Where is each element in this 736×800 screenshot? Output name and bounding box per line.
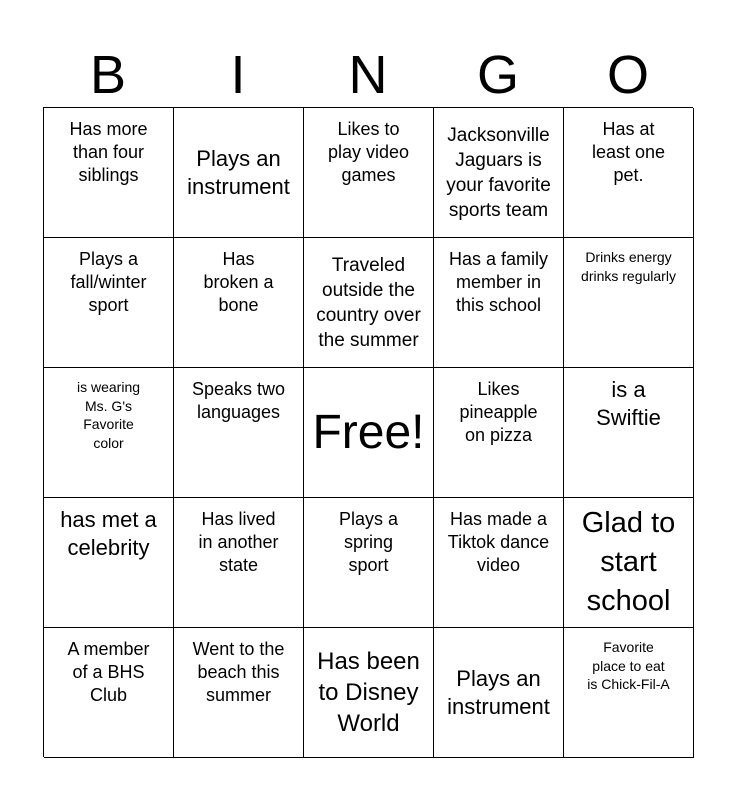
cell-text: Speaks two languages bbox=[191, 379, 286, 422]
cell-text: Traveled outside the country over the summer bbox=[316, 254, 421, 351]
bingo-cell[interactable] bbox=[434, 238, 564, 368]
bingo-cell[interactable] bbox=[564, 628, 694, 758]
bingo-cell[interactable] bbox=[434, 498, 564, 628]
header-letter-g: G bbox=[476, 45, 519, 105]
bingo-cell[interactable] bbox=[174, 238, 304, 368]
cell-text: Likes pineapple on pizza bbox=[459, 379, 538, 445]
bingo-cell[interactable] bbox=[44, 368, 174, 498]
bingo-cell[interactable] bbox=[304, 498, 434, 628]
bingo-cell[interactable] bbox=[304, 238, 434, 368]
header-letter-i: I bbox=[230, 45, 246, 105]
header-letter-o: O bbox=[606, 45, 649, 105]
cell-text: Has broken a bone bbox=[203, 249, 274, 315]
bingo-cell[interactable] bbox=[564, 498, 694, 628]
bingo-cell[interactable] bbox=[564, 368, 694, 498]
cell-text: Has at least one pet. bbox=[591, 119, 666, 185]
free-space[interactable] bbox=[304, 368, 434, 498]
bingo-board bbox=[43, 107, 693, 757]
bingo-cell[interactable] bbox=[174, 628, 304, 758]
bingo-cell[interactable] bbox=[564, 108, 694, 238]
cell-text: Plays an instrument bbox=[447, 665, 550, 719]
cell-text: Went to the beach this summer bbox=[192, 639, 285, 705]
header-letter-b: B bbox=[89, 45, 127, 105]
cell-text: Glad to start school bbox=[581, 507, 676, 617]
header-letter-n: N bbox=[348, 45, 388, 105]
bingo-cell[interactable] bbox=[174, 108, 304, 238]
bingo-cell[interactable] bbox=[44, 498, 174, 628]
bingo-header bbox=[43, 44, 693, 106]
cell-text: Has been to Disney World bbox=[317, 648, 420, 737]
bingo-cell[interactable] bbox=[304, 628, 434, 758]
cell-text: Plays an instrument bbox=[187, 145, 290, 199]
free-space-label: Free! bbox=[312, 405, 425, 459]
cell-text: Plays a spring sport bbox=[338, 509, 399, 575]
cell-text: Likes to play video games bbox=[327, 119, 410, 185]
cell-text: has met a celebrity bbox=[60, 507, 157, 560]
cell-text: Favorite place to eat is Chick-Fil-A bbox=[587, 639, 670, 692]
bingo-cell[interactable] bbox=[44, 238, 174, 368]
bingo-cell[interactable] bbox=[304, 108, 434, 238]
bingo-cell[interactable] bbox=[434, 368, 564, 498]
bingo-cell[interactable] bbox=[174, 498, 304, 628]
cell-text: Plays a fall/winter sport bbox=[70, 249, 147, 315]
bingo-cell[interactable] bbox=[44, 628, 174, 758]
cell-text: Has lived in another state bbox=[198, 509, 279, 575]
cell-text: A member of a BHS Club bbox=[67, 639, 150, 705]
cell-text: Has more than four siblings bbox=[69, 119, 148, 185]
bingo-cell[interactable] bbox=[174, 368, 304, 498]
bingo-cell[interactable] bbox=[44, 108, 174, 238]
cell-text: Has made a Tiktok dance video bbox=[447, 509, 550, 575]
cell-text: Has a family member in this school bbox=[448, 249, 549, 315]
cell-text: is a Swiftie bbox=[596, 377, 661, 430]
cell-text: Jacksonville Jaguars is your favorite sports team bbox=[446, 124, 551, 221]
bingo-cell[interactable] bbox=[434, 108, 564, 238]
cell-text: Drinks energy drinks regularly bbox=[581, 249, 676, 284]
bingo-cell[interactable] bbox=[434, 628, 564, 758]
bingo-cell[interactable] bbox=[564, 238, 694, 368]
cell-text: is wearing Ms. G's Favorite color bbox=[76, 379, 141, 451]
